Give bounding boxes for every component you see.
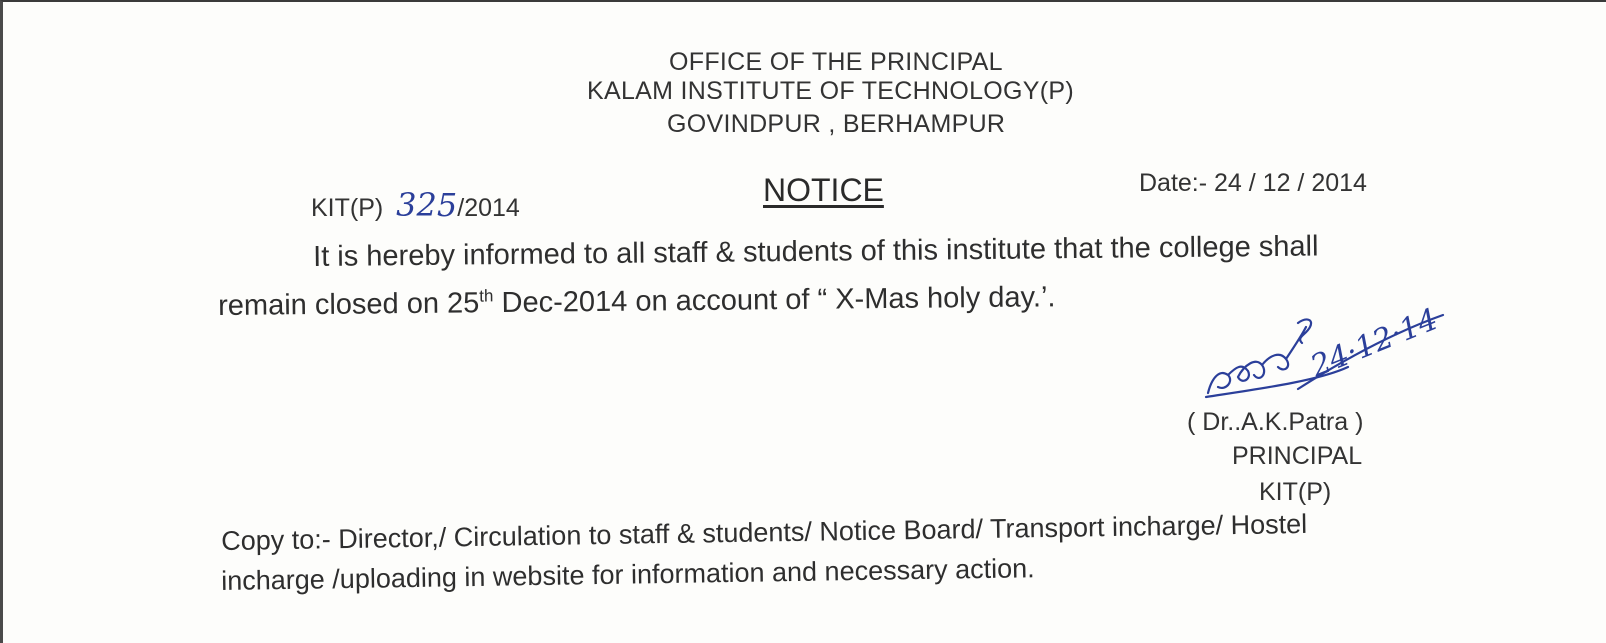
reference-prefix: KIT(P): [311, 194, 384, 222]
signature-handwritten-date: 24·12·14: [1305, 301, 1443, 385]
reference-handwritten-number: 325: [396, 186, 458, 224]
copy-to-line-1: Copy to:- Director,/ Circulation to staff & students/ Notice Board/ Transport incharge/ Hostel: [221, 508, 1308, 556]
header-address-line: GOVINDPUR , BERHAMPUR: [667, 110, 1006, 138]
reference-number: [311, 186, 520, 224]
notice-title: NOTICE: [763, 172, 884, 208]
body-line-1: It is hereby informed to all staff & students of this institute that the college shall: [313, 230, 1319, 273]
header-office-line: OFFICE OF THE PRINCIPAL: [669, 48, 1003, 76]
reference-year: /2014: [457, 194, 520, 222]
body-line-2-start: remain closed on 25: [218, 287, 480, 322]
signatory-org: KIT(P): [1259, 478, 1332, 506]
header-institute-line: KALAM INSTITUTE OF TECHNOLOGY(P): [587, 77, 1074, 105]
body-line-2: [218, 281, 1056, 323]
notice-date: Date:- 24 / 12 / 2014: [1139, 169, 1367, 197]
ordinal-suffix: th: [479, 286, 494, 306]
body-line-2-end: Dec-2014 on account of “ X-Mas holy day.’.: [493, 281, 1056, 320]
signatory-name: ( Dr..A.K.Patra ): [1187, 408, 1364, 436]
signatory-title: PRINCIPAL: [1232, 442, 1363, 470]
signature-mark: [1198, 297, 1458, 407]
copy-to-line-2: incharge /uploading in website for information and necessary action.: [221, 553, 1035, 596]
